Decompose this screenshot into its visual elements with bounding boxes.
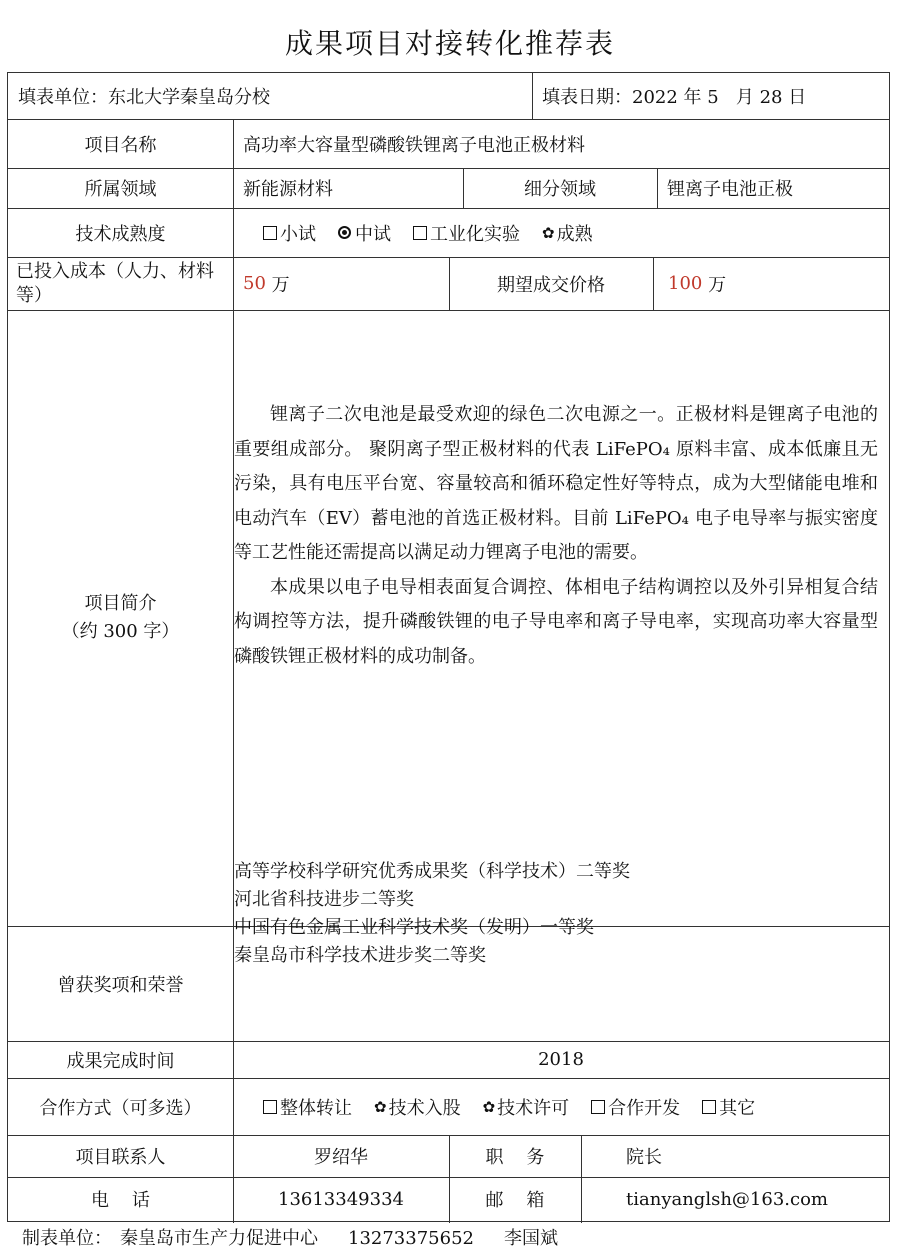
- maturity-option[interactable]: [413, 220, 520, 246]
- email-label: 邮 箱: [485, 1190, 545, 1211]
- footer-org: 秦皇岛市生产力促进中心: [120, 1228, 318, 1249]
- award-item: 河北省科技进步二等奖: [234, 889, 414, 910]
- award-item: 秦皇岛市科学技术进步奖二等奖: [234, 945, 486, 966]
- contact-label: 项目联系人: [75, 1147, 166, 1168]
- fill-unit: [8, 73, 532, 119]
- price-value: [653, 257, 889, 310]
- position-label: 职 务: [485, 1147, 545, 1168]
- subfield-value: 锂离子电池正极: [667, 179, 793, 200]
- fill-date-value: 2022 年 5 月 28 日: [632, 87, 807, 108]
- intro-text: [234, 398, 878, 674]
- contact-name: 罗绍华: [314, 1147, 368, 1168]
- cooperation-option[interactable]: [263, 1094, 352, 1120]
- footer: [22, 1224, 588, 1250]
- completion-value: 2018: [538, 1049, 584, 1070]
- maturity-option[interactable]: [263, 220, 316, 246]
- radio-selected-icon[interactable]: [338, 226, 351, 239]
- gear-mark-icon[interactable]: ✿: [482, 1097, 496, 1116]
- maturity-option[interactable]: [542, 220, 593, 246]
- field-label: 所属领域: [84, 179, 157, 200]
- gear-mark-icon[interactable]: ✿: [542, 223, 555, 242]
- cooperation-option[interactable]: [374, 1094, 461, 1120]
- cooperation-option-label: 合作开发: [608, 1097, 681, 1119]
- checkbox-icon[interactable]: [591, 1100, 605, 1114]
- form-title: 成果项目对接转化推荐表: [284, 27, 615, 60]
- maturity-option-label: 工业化实验: [430, 223, 520, 245]
- position-value: 院长: [626, 1147, 662, 1168]
- project-name-value: 高功率大容量型磷酸铁锂离子电池正极材料: [243, 134, 585, 156]
- cooperation-option[interactable]: [702, 1094, 755, 1120]
- cooperation-option-label: 技术许可: [497, 1097, 570, 1119]
- phone-label: 电 话: [91, 1190, 150, 1211]
- phone-value: 13613349334: [278, 1188, 404, 1210]
- cost-value: [233, 257, 449, 310]
- maturity-option-label: 成熟: [556, 223, 593, 245]
- awards-list: [234, 858, 630, 970]
- footer-phone: 13273375652: [348, 1228, 474, 1249]
- maturity-option[interactable]: [338, 220, 391, 246]
- fill-unit-label: 填表单位：: [18, 87, 108, 108]
- award-item: 高等学校科学研究优秀成果奖（科学技术）二等奖: [234, 861, 630, 882]
- maturity-option-label: 小试: [280, 223, 316, 245]
- checkbox-icon[interactable]: [263, 226, 277, 240]
- price-number: 100: [668, 273, 703, 294]
- checkbox-icon[interactable]: [263, 1100, 277, 1114]
- intro-label-line2: （约 300 字）: [61, 621, 180, 642]
- project-name-label: 项目名称: [84, 134, 157, 156]
- maturity-label: 技术成熟度: [75, 223, 166, 245]
- cooperation-label: 合作方式（可多选）: [39, 1097, 202, 1119]
- completion-label: 成果完成时间: [66, 1050, 175, 1072]
- intro-label-line1: 项目简介: [84, 593, 157, 614]
- awards-label: 曾获奖项和荣誉: [57, 974, 184, 996]
- price-label: 期望成交价格: [497, 274, 605, 296]
- cost-label: 已投入成本（人力、材料等）: [16, 260, 214, 306]
- cooperation-option[interactable]: [591, 1094, 680, 1120]
- field-value: 新能源材料: [243, 179, 333, 200]
- cost-unit: 万: [265, 274, 290, 296]
- maturity-options: [233, 208, 889, 257]
- footer-label: 制表单位：: [22, 1228, 112, 1249]
- cooperation-option-label: 其它: [719, 1097, 756, 1119]
- price-unit: 万: [702, 274, 727, 296]
- cooperation-option[interactable]: [483, 1094, 570, 1120]
- checkbox-icon[interactable]: [413, 226, 427, 240]
- gear-mark-icon[interactable]: ✿: [374, 1097, 387, 1116]
- intro-paragraph-1: 锂离子二次电池是最受欢迎的绿色二次电源之一。正极材料是锂离子电池的重要组成部分。 聚阴离子型正极材料的代表 LiFePO₄ 原料丰富、成本低廉且无污染，具有电压平台宽、容量较高和循环稳定性好等特点，成为大型储能电堆和电动汽车（EV）蓄电池的首选正极材料。目前 LiFePO₄ 电子电导率与振实密度等工艺性能还需提高以满足动力锂离子电池的需要。: [234, 404, 878, 563]
- award-item: 中国有色金属工业科学技术奖（发明）一等奖: [234, 917, 594, 938]
- fill-unit-value: 东北大学秦皇岛分校: [108, 87, 270, 108]
- email-value: tianyanglsh@163.com: [626, 1188, 828, 1210]
- fill-date-label: 填表日期：: [542, 87, 632, 108]
- checkbox-icon[interactable]: [702, 1100, 716, 1114]
- cooperation-options: [233, 1078, 889, 1135]
- subfield-label: 细分领域: [524, 179, 596, 200]
- cooperation-option-label: 整体转让: [280, 1097, 352, 1119]
- intro-paragraph-2: 本成果以电子电导相表面复合调控、体相电子结构调控以及外引异相复合结构调控等方法，提升磷酸铁锂的电子导电率和离子导电率，实现高功率大容量型磷酸铁锂正极材料的成功制备。: [234, 576, 878, 667]
- footer-person: 李国斌: [503, 1228, 558, 1249]
- cost-number: 50: [243, 273, 266, 294]
- maturity-option-label: 中试: [355, 223, 391, 245]
- fill-date: [532, 73, 889, 119]
- cooperation-option-label: 技术入股: [388, 1097, 461, 1119]
- intro-label: [8, 310, 233, 926]
